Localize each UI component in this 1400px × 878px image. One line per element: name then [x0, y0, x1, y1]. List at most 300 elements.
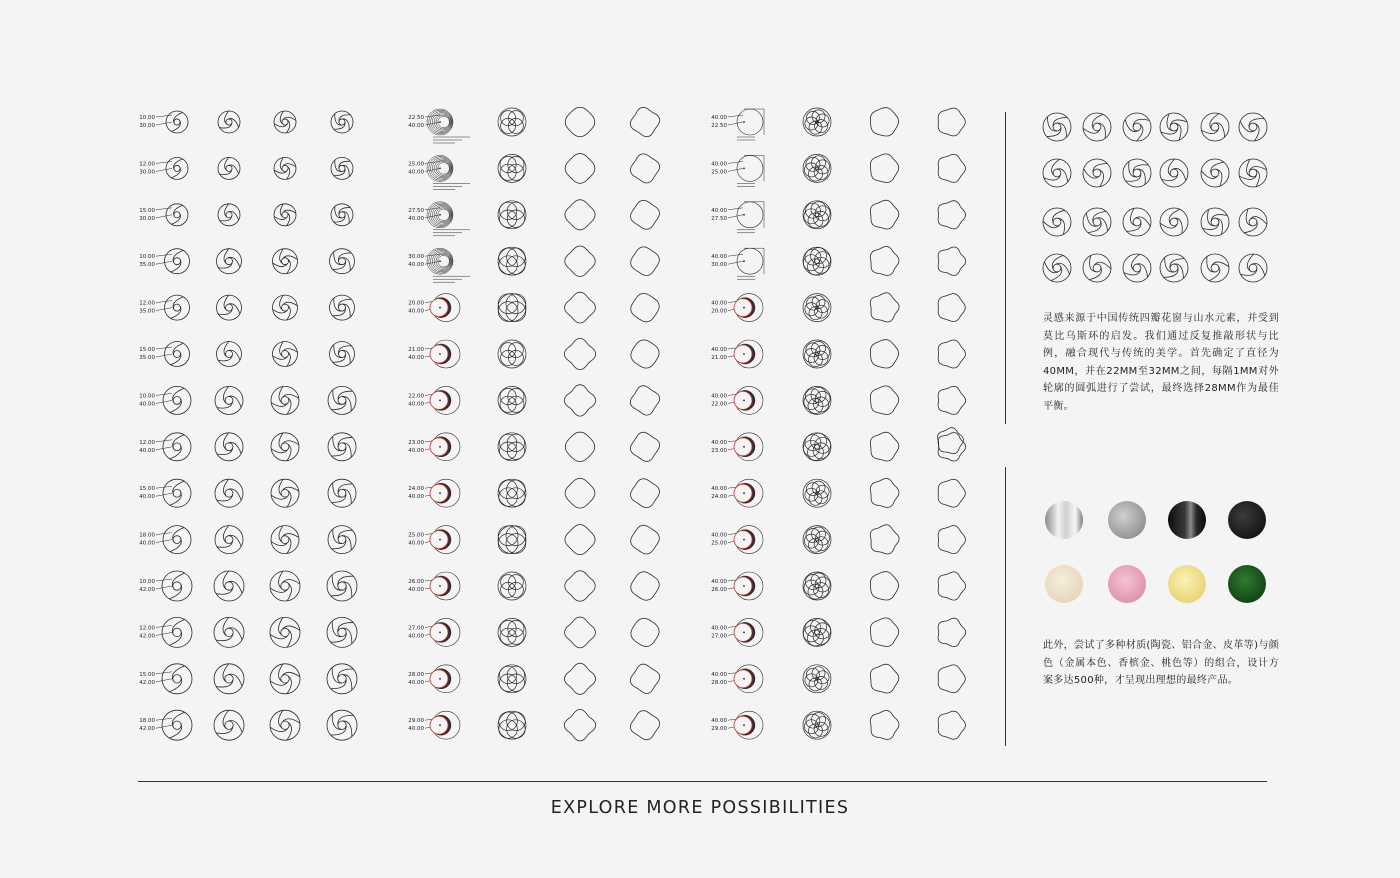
lobed-outline — [565, 200, 595, 230]
dimension-diagram — [711, 711, 763, 739]
five-lobe-outline — [938, 526, 965, 554]
swatch-polished-black — [1168, 501, 1206, 539]
dimension-diagram — [408, 479, 460, 507]
spiral-glyph — [162, 617, 192, 647]
spiral-glyph — [330, 249, 355, 274]
swatch-champagne-gold — [1168, 565, 1206, 603]
dimension-value: 25.00 — [711, 169, 727, 176]
spiral-glyph — [166, 157, 188, 179]
dimension-diagram — [408, 202, 470, 236]
dimension-diagram — [711, 294, 763, 322]
spiral-glyph — [1043, 254, 1071, 282]
rosette-glyph — [803, 572, 831, 600]
dimension-value: 40.00 — [408, 587, 424, 593]
spiral-glyph — [214, 571, 244, 601]
dimension-value: 40.00 — [711, 393, 727, 400]
spiral-glyph — [1201, 208, 1229, 236]
dimension-diagram — [408, 248, 470, 282]
dimension-value: 12.00 — [139, 300, 155, 307]
dimension-value: 28.00 — [408, 671, 424, 678]
rosette-glyph — [498, 201, 526, 229]
lobed-outline — [565, 339, 596, 370]
lobed-outline — [870, 200, 898, 229]
lobed-outline — [565, 107, 594, 136]
dimension-value: 30.00 — [711, 262, 727, 269]
material-description: 此外，尝试了多种材质(陶瓷、铝合金、皮革等)与颜色（金属本色、香槟金、桃色等）的组合，设计方案多达500种，才呈现出理想的最终产品。 — [1043, 640, 1279, 686]
spiral-glyph — [163, 433, 191, 461]
dimension-value: 10.00 — [139, 115, 155, 121]
swatch-forest-green — [1228, 565, 1266, 603]
five-lobe-outline — [938, 572, 966, 600]
dimension-diagram — [711, 386, 763, 414]
dimension-value: 21.00 — [711, 355, 727, 361]
spiral-glyph — [218, 204, 240, 226]
spiral-glyph — [331, 157, 353, 179]
lobed-outline — [565, 292, 596, 323]
spiral-glyph — [163, 479, 191, 507]
rosette-glyph — [803, 247, 831, 275]
dimension-value: 40.00 — [711, 207, 727, 214]
spiral-glyph — [1201, 159, 1229, 187]
dimension-diagram — [711, 665, 763, 693]
dimension-value: 40.00 — [711, 718, 727, 725]
spiral-glyph — [214, 710, 244, 740]
dimension-value: 30.00 — [408, 254, 424, 261]
dimension-label — [139, 254, 172, 268]
lobed-outline — [564, 710, 595, 741]
spiral-glyph — [163, 526, 191, 554]
dimension-label — [408, 115, 440, 129]
spiral-glyph — [1160, 208, 1188, 236]
spiral-glyph — [217, 342, 242, 367]
dimension-value: 27.00 — [408, 625, 424, 632]
spiral-glyph — [1083, 208, 1111, 236]
dimension-value: 10.00 — [139, 393, 155, 400]
spiral-glyph — [1083, 113, 1111, 141]
dimension-value: 40.00 — [139, 494, 155, 501]
rosette-glyph — [498, 386, 526, 414]
dimension-value: 40.00 — [408, 262, 424, 269]
rosette-glyph — [803, 665, 831, 693]
rosette-glyph — [498, 340, 526, 368]
spiral-glyph — [215, 433, 243, 461]
five-lobe-outline — [938, 711, 965, 739]
spiral-glyph — [215, 526, 243, 554]
spiral-glyph — [1043, 208, 1071, 236]
dimension-value: 20.00 — [711, 308, 727, 315]
final-spiral-grid — [1043, 113, 1267, 282]
dimension-value: 40.00 — [408, 355, 424, 361]
spiral-glyph — [1201, 254, 1229, 282]
spiral-glyph — [328, 433, 356, 461]
flower-variations-a — [408, 107, 659, 741]
dimension-value: 40.00 — [408, 679, 424, 686]
dimension-diagram — [408, 433, 460, 461]
lobed-outline — [870, 293, 899, 322]
four-lobe-outline — [631, 247, 660, 276]
dimension-label — [139, 486, 172, 500]
dimension-value: 10.00 — [139, 579, 155, 585]
four-lobe-outline — [630, 386, 659, 415]
dimension-value: 21.00 — [408, 347, 424, 353]
spiral-glyph — [274, 157, 296, 179]
spiral-glyph — [1160, 113, 1188, 141]
lobed-outline — [870, 108, 898, 136]
material-swatches — [1045, 501, 1266, 603]
dimension-value: 40.00 — [711, 300, 727, 307]
dimension-value: 40.00 — [408, 169, 424, 176]
dimension-value: 40.00 — [711, 532, 727, 539]
lobed-outline — [870, 618, 898, 647]
swatch-brushed-silver — [1045, 501, 1083, 539]
spiral-glyph — [218, 157, 240, 179]
rosette-glyph — [803, 201, 831, 229]
four-lobe-outline — [631, 618, 659, 646]
four-lobe-outline — [631, 711, 660, 740]
dimension-label — [139, 533, 172, 547]
four-lobe-outline — [631, 293, 659, 321]
lobed-outline — [870, 711, 899, 740]
dimension-value: 40.00 — [711, 486, 727, 493]
spiral-glyph — [270, 571, 300, 601]
dimension-diagram — [711, 109, 764, 140]
spiral-glyph — [330, 342, 355, 367]
dimension-value: 40.00 — [408, 494, 424, 501]
four-lobe-outline — [631, 432, 660, 461]
rosette-glyph — [803, 526, 831, 554]
lobed-outline — [870, 479, 899, 508]
spiral-glyph — [327, 664, 357, 694]
dimension-label — [139, 393, 172, 407]
dimension-label — [139, 625, 172, 639]
dimension-diagram — [711, 572, 763, 600]
lobed-outline — [564, 385, 595, 416]
dimension-diagram — [408, 526, 460, 554]
dimension-label — [139, 579, 172, 593]
dimension-diagram — [408, 618, 460, 646]
spiral-glyph — [273, 295, 298, 320]
divider-lower — [1005, 467, 1006, 746]
spiral-glyph — [165, 295, 190, 320]
dimension-value: 35.00 — [139, 355, 155, 361]
spiral-variations — [139, 111, 357, 740]
five-lobe-outline — [938, 108, 965, 136]
spiral-glyph — [271, 526, 299, 554]
dimension-diagram — [711, 479, 763, 507]
dimension-value: 23.00 — [408, 439, 424, 446]
dimension-value: 35.00 — [139, 262, 155, 269]
spiral-glyph — [217, 249, 242, 274]
dimension-diagram — [711, 155, 764, 186]
lobed-outline — [565, 246, 595, 276]
rosette-glyph — [498, 618, 526, 646]
spiral-glyph — [328, 479, 356, 507]
spiral-glyph — [1123, 113, 1151, 141]
rosette-glyph — [498, 247, 526, 275]
rosette-glyph — [803, 479, 831, 507]
dimension-label — [139, 347, 172, 361]
spiral-glyph — [273, 342, 298, 367]
five-lobe-outline — [938, 479, 965, 507]
dimension-label — [139, 718, 172, 732]
spiral-glyph — [162, 571, 192, 601]
dimension-value: 29.00 — [711, 726, 727, 733]
spiral-glyph — [271, 386, 299, 414]
dimension-value: 28.00 — [711, 679, 727, 686]
dimension-value: 40.00 — [408, 540, 424, 547]
five-lobe-outline — [938, 386, 966, 414]
spiral-glyph — [1123, 254, 1151, 282]
spiral-glyph — [1123, 159, 1151, 187]
dimension-label — [408, 161, 440, 175]
dimension-value: 42.00 — [139, 726, 155, 733]
five-lobe-outline — [938, 428, 964, 454]
spiral-glyph — [328, 386, 356, 414]
dimension-diagram — [408, 711, 460, 739]
four-lobe-outline — [631, 154, 660, 183]
dimension-value: 25.00 — [408, 161, 424, 168]
spiral-glyph — [218, 111, 240, 133]
divider-upper — [1005, 112, 1006, 424]
five-lobe-outline — [938, 247, 966, 275]
rosette-glyph — [498, 108, 526, 136]
five-lobe-outline — [938, 340, 965, 368]
spiral-glyph — [270, 617, 300, 647]
dimension-label — [139, 440, 172, 454]
dimension-diagram — [408, 386, 460, 414]
dimension-diagram — [711, 433, 763, 461]
five-lobe-outline — [938, 154, 965, 182]
dimension-value: 29.00 — [408, 718, 424, 725]
four-lobe-outline — [631, 525, 660, 554]
dimension-value: 40.00 — [408, 447, 424, 454]
lobed-outline — [565, 478, 595, 508]
spiral-glyph — [327, 571, 357, 601]
dimension-diagram — [408, 294, 460, 322]
dimension-value: 24.00 — [408, 486, 424, 493]
spiral-glyph — [1201, 113, 1229, 141]
lobed-outline — [870, 247, 899, 276]
rosette-glyph — [803, 711, 831, 739]
lobed-outline — [565, 154, 595, 184]
rosette-glyph — [498, 479, 526, 507]
spiral-glyph — [1043, 159, 1071, 187]
rosette-glyph — [803, 154, 831, 182]
spiral-glyph — [273, 249, 298, 274]
spiral-glyph — [274, 111, 296, 133]
spiral-glyph — [217, 295, 242, 320]
five-lobe-outline — [938, 618, 966, 646]
dimension-value: 40.00 — [711, 161, 727, 168]
dimension-value: 40.00 — [408, 123, 424, 129]
dimension-label — [408, 208, 440, 222]
dimension-value: 30.00 — [139, 215, 155, 222]
spiral-glyph — [163, 386, 191, 414]
spiral-glyph — [271, 479, 299, 507]
rosette-glyph — [498, 665, 526, 693]
dimension-value: 24.00 — [711, 494, 727, 501]
spiral-glyph — [270, 710, 300, 740]
rosette-glyph — [498, 294, 526, 322]
five-lobe-outline — [938, 433, 966, 461]
five-lobe-outline — [938, 201, 966, 229]
rosette-glyph — [803, 108, 831, 136]
dimension-value: 20.00 — [408, 300, 424, 307]
dimension-value: 40.00 — [408, 215, 424, 222]
lobed-outline — [870, 154, 898, 183]
spiral-glyph — [215, 479, 243, 507]
dimension-value: 27.00 — [711, 633, 727, 640]
footer-rule — [138, 781, 1267, 782]
dimension-value: 42.00 — [139, 587, 155, 593]
flower-variations-b — [711, 108, 965, 740]
dimension-value: 40.00 — [711, 254, 727, 261]
swatch-textured-silver — [1108, 501, 1146, 539]
spiral-glyph — [274, 204, 296, 226]
lobed-outline — [870, 664, 898, 693]
spiral-glyph — [1239, 208, 1267, 236]
dimension-diagram — [408, 665, 460, 693]
five-lobe-outline — [938, 665, 965, 693]
dimension-value: 40.00 — [139, 401, 155, 408]
spiral-glyph — [331, 204, 353, 226]
spiral-glyph — [214, 664, 244, 694]
dimension-value: 22.50 — [711, 123, 727, 129]
rosette-glyph — [498, 154, 526, 182]
lobed-outline — [565, 663, 596, 694]
dimension-diagram — [711, 618, 763, 646]
dimension-value: 18.00 — [139, 718, 155, 725]
four-lobe-outline — [631, 200, 660, 229]
dimension-value: 30.00 — [139, 123, 155, 129]
swatch-textured-black — [1228, 501, 1266, 539]
spiral-glyph — [1160, 159, 1188, 187]
spiral-glyph — [330, 295, 355, 320]
lobed-outline — [565, 617, 596, 648]
spiral-glyph — [165, 342, 190, 367]
rosette-glyph — [498, 433, 526, 461]
lobed-outline — [565, 525, 595, 555]
rosette-glyph — [498, 711, 526, 739]
rosette-glyph — [498, 526, 526, 554]
lobed-outline — [565, 571, 595, 601]
dimension-value: 40.00 — [139, 540, 155, 547]
lobed-outline — [870, 572, 898, 600]
swatch-ivory-ceramic — [1045, 565, 1083, 603]
spiral-glyph — [327, 710, 357, 740]
dimension-value: 22.00 — [408, 393, 424, 400]
spiral-glyph — [1083, 254, 1111, 282]
dimension-value: 40.00 — [408, 633, 424, 640]
four-lobe-outline — [631, 479, 660, 508]
dimension-value: 40.00 — [711, 625, 727, 632]
dimension-value: 18.00 — [139, 532, 155, 539]
dimension-value: 40.00 — [711, 439, 727, 446]
spiral-glyph — [328, 526, 356, 554]
dimension-label — [408, 254, 440, 268]
dimension-value: 40.00 — [408, 726, 424, 733]
dimension-value: 26.00 — [711, 587, 727, 593]
dimension-value: 40.00 — [408, 308, 424, 315]
spiral-glyph — [162, 664, 192, 694]
dimension-label — [139, 672, 172, 686]
lobed-outline — [870, 525, 899, 554]
dimension-value: 10.00 — [139, 254, 155, 261]
spiral-glyph — [1160, 254, 1188, 282]
dimension-value: 27.50 — [711, 215, 727, 222]
four-lobe-outline — [631, 572, 659, 600]
spiral-glyph — [1083, 159, 1111, 187]
rosette-glyph — [498, 572, 526, 600]
spiral-glyph — [215, 386, 243, 414]
spiral-glyph — [162, 710, 192, 740]
spiral-glyph — [271, 433, 299, 461]
dimension-value: 42.00 — [139, 679, 155, 686]
dimension-diagram — [408, 572, 460, 600]
dimension-value: 40.00 — [711, 347, 727, 353]
dimension-value: 40.00 — [139, 447, 155, 454]
spiral-glyph — [166, 111, 188, 133]
dimension-value: 27.50 — [408, 207, 424, 214]
lobed-outline — [870, 386, 898, 415]
spiral-glyph — [331, 111, 353, 133]
footer-title: EXPLORE MORE POSSIBILITIES — [550, 798, 850, 818]
dimension-value: 40.00 — [711, 115, 727, 121]
dimension-diagram — [711, 340, 763, 368]
dimension-value: 25.00 — [408, 532, 424, 539]
dimension-value: 40.00 — [711, 671, 727, 678]
dimension-value: 30.00 — [139, 169, 155, 176]
lobed-outline — [870, 340, 898, 368]
dimension-label — [139, 301, 172, 315]
spiral-glyph — [1239, 113, 1267, 141]
dimension-value: 12.00 — [139, 625, 155, 632]
rosette-glyph — [803, 340, 831, 368]
four-lobe-outline — [631, 340, 659, 368]
spiral-glyph — [1123, 208, 1151, 236]
spiral-glyph — [1239, 159, 1267, 187]
spiral-glyph — [214, 617, 244, 647]
dimension-value: 35.00 — [139, 308, 155, 315]
lobed-outline — [870, 432, 898, 461]
dimension-value: 22.00 — [711, 401, 727, 408]
lobed-outline — [565, 432, 594, 461]
dimension-diagram — [408, 340, 460, 368]
dimension-diagram — [408, 155, 470, 189]
dimension-value: 40.00 — [408, 401, 424, 408]
swatch-peach-pink — [1108, 565, 1146, 603]
dimension-value: 42.00 — [139, 633, 155, 640]
dimension-value: 15.00 — [139, 671, 155, 678]
dimension-value: 26.00 — [408, 579, 424, 585]
rosette-glyph — [803, 294, 831, 322]
spiral-glyph — [327, 617, 357, 647]
concept-description: 灵感来源于中国传统四瓣花窗与山水元素，并受到莫比乌斯环的启发。我们通过反复推敲形状与比例，融合现代与传统的美学。首先确定了直径为40MM，并在22MM至32MM之间，每隔1MM对外轮廓的圆弧进行了尝试，最终选择28MM作为最佳平衡。 — [1043, 313, 1279, 412]
dimension-value: 25.00 — [711, 540, 727, 547]
dimension-diagram — [711, 526, 763, 554]
dimension-diagram — [408, 109, 470, 143]
dimension-value: 15.00 — [139, 486, 155, 493]
dimension-diagram — [711, 248, 764, 279]
spiral-glyph — [166, 204, 188, 226]
four-lobe-outline — [630, 664, 659, 693]
spiral-glyph — [165, 249, 190, 274]
dimension-diagram — [711, 202, 764, 233]
spiral-glyph — [270, 664, 300, 694]
rosette-glyph — [803, 618, 831, 646]
dimension-value: 23.00 — [711, 447, 727, 454]
rosette-glyph — [803, 433, 831, 461]
